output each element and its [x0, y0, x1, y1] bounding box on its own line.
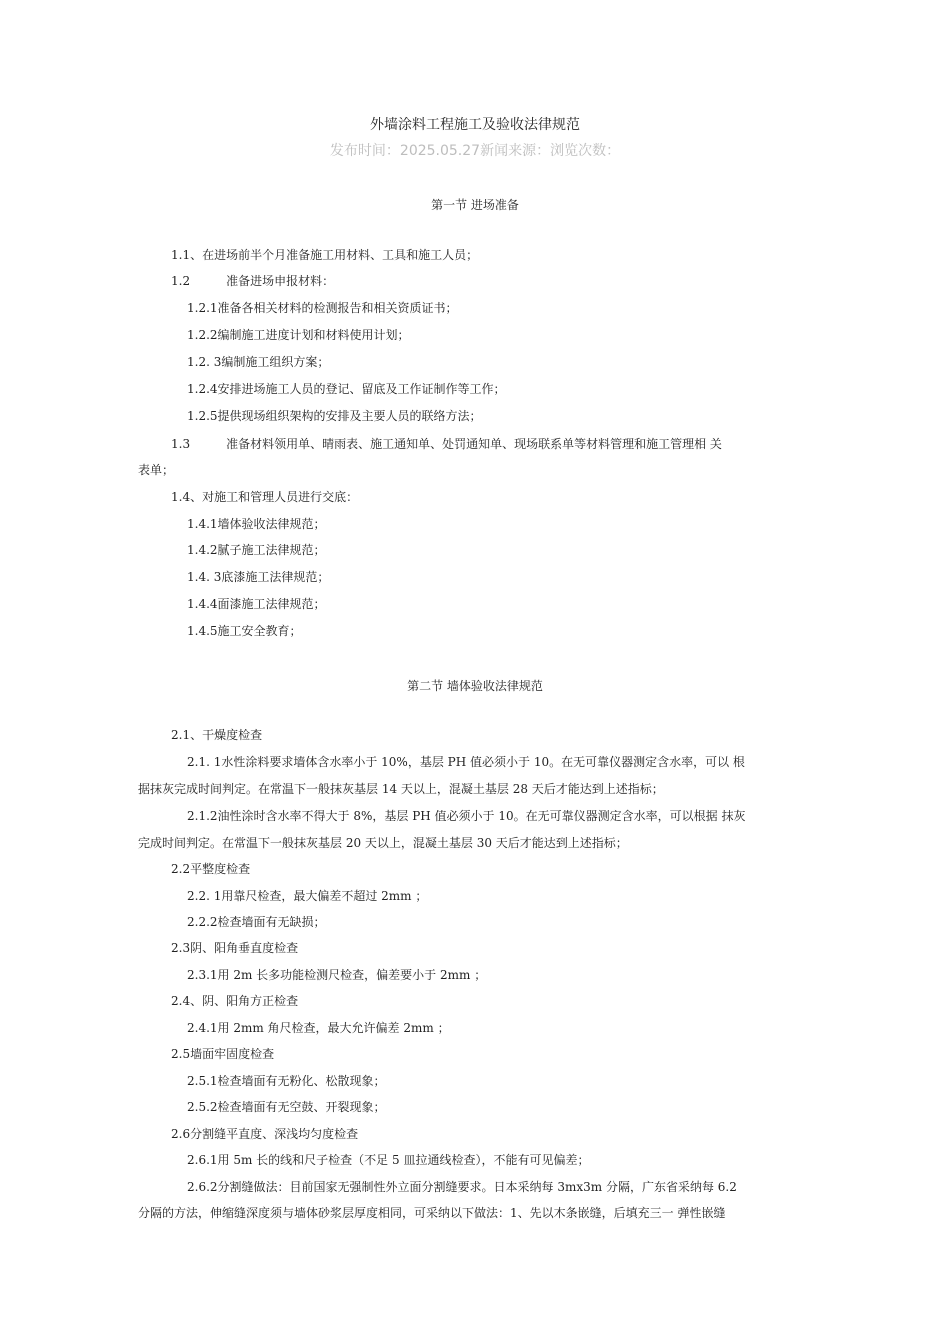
list-item: 1.4、对施工和管理人员进行交底： [171, 490, 359, 504]
list-item: 1.2.5提供现场组织架构的安排及主要人员的联络方法； [187, 409, 482, 423]
news-source: 新闻来源： [480, 143, 551, 159]
list-item: 2.5.2检查墙面有无空鼓、开裂现象； [187, 1100, 386, 1114]
article-meta [0, 140, 950, 160]
list-item: 2.2. 1用靠尺检查，最大偏差不超过 2mm ； [187, 889, 428, 903]
list-item: 1.2. 3编制施工组织方案； [187, 355, 330, 369]
list-item: 1.4. 3底漆施工法律规范； [187, 570, 330, 584]
list-item: 1.4.5施工安全教育； [187, 624, 302, 638]
section-heading-2: 第二节 墙体验收法律规范 [407, 679, 543, 693]
item-text: 准备材料领用单、晴雨表、施工通知单、处罚通知单、现场联系单等材料管理和施工管理相 关 [226, 437, 722, 451]
list-item: 1.2.4安排进场施工人员的登记、留底及工作证制作等工作； [187, 382, 506, 396]
list-item: 1.4.4面漆施工法律规范； [187, 597, 326, 611]
list-item: 2.1、干燥度检查 [171, 728, 263, 742]
list-item: 2.4.1用 2mm 角尺检查，最大允许偏差 2mm ； [187, 1021, 450, 1035]
list-item-continuation: 分隔的方法，伸缩缝深度须与墙体砂浆层厚度相同，可采纳以下做法：1、先以木条嵌缝，后填充三一 弹性嵌缝 [138, 1206, 726, 1220]
list-item: 1.4.2腻子施工法律规范； [187, 543, 326, 557]
article-title: 外墙涂料工程施工及验收法律规范 [370, 117, 580, 133]
item-number: 1.3 [171, 437, 191, 451]
list-item: 2.5墙面牢固度检查 [171, 1047, 275, 1061]
list-item [171, 274, 334, 288]
list-item: 1.4.1墙体验收法律规范； [187, 517, 326, 531]
item-number: 1.2 [171, 274, 191, 288]
list-item: 2.2.2检查墙面有无缺损； [187, 915, 326, 929]
section-heading-1: 第一节 进场准备 [431, 198, 519, 212]
published-date: 发布时间：2025.05.27 [329, 143, 481, 159]
list-item: 2.1. 1水性涂料要求墙体含水率小于 10%，基层 PH 值必须小于 10。在无可靠仪器测定含水率，可以 根 [187, 755, 745, 769]
list-item: 2.3.1用 2m 长多功能检测尺检查，偏差要小于 2mm ； [187, 968, 487, 982]
list-item: 2.2平整度检查 [171, 862, 251, 876]
list-item-continuation: 表单； [138, 463, 175, 477]
list-item: 2.6.1用 5m 长的线和尺子检查（不足 5 皿拉通线检查），不能有可见偏差； [187, 1153, 590, 1167]
list-item-continuation: 完成时间判定。在常温下一般抹灰基层 20 天以上，混凝土基层 30 天后才能达到上述指标； [138, 836, 628, 850]
list-item: 2.1.2油性涂时含水率不得大于 8%，基层 PH 值必须小于 10。在无可靠仪器测定含水率，可以根据 抹灰 [187, 809, 746, 823]
list-item: 2.3阴、阳角垂直度检查 [171, 941, 299, 955]
list-item: 1.2.2编制施工进度计划和材料使用计划； [187, 328, 410, 342]
list-item-continuation: 据抹灰完成时间判定。在常温下一般抹灰基层 14 天以上，混凝土基层 28 天后才能达到上述指标； [138, 782, 664, 796]
list-item [171, 437, 722, 451]
item-text: 准备进场申报材料： [226, 274, 335, 288]
list-item: 1.1、在进场前半个月准备施工用材料、工具和施工人员； [171, 248, 479, 262]
list-item: 2.5.1检查墙面有无粉化、松散现象； [187, 1074, 386, 1088]
list-item: 1.2.1准备各相关材料的检测报告和相关资质证书； [187, 301, 458, 315]
list-item: 2.6分割缝平直度、深浅均匀度检查 [171, 1127, 359, 1141]
view-count: 浏览次数： [550, 143, 621, 159]
list-item: 2.4、阴、阳角方正检查 [171, 994, 299, 1008]
list-item: 2.6.2分割缝做法：目前国家无强制性外立面分割缝要求。日本采纳每 3mx3m 分隔，广东省采纳每 6.2 [187, 1180, 737, 1194]
